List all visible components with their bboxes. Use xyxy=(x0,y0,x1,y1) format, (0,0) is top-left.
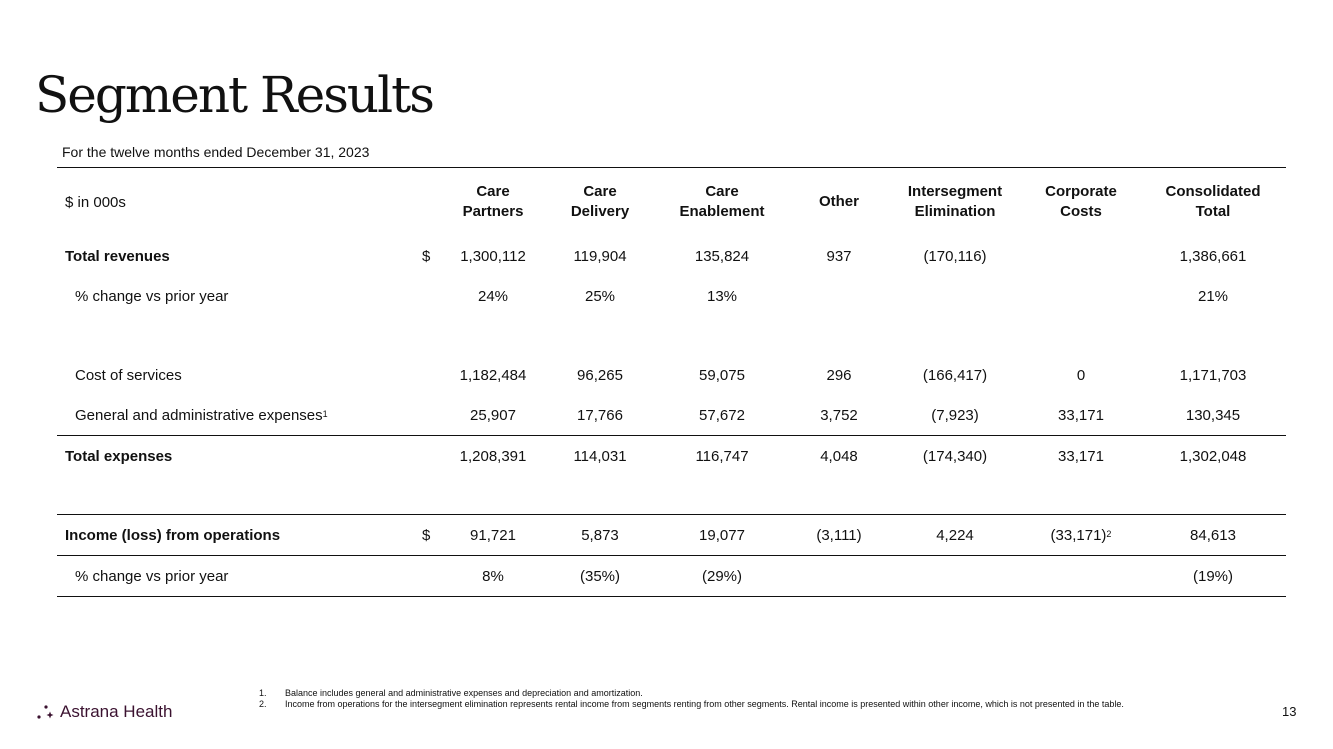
value-other xyxy=(784,556,894,596)
column-header-other: Other xyxy=(818,193,859,210)
row-label: Cost of services xyxy=(75,366,182,384)
value-corporate: 33,171 xyxy=(1058,406,1104,424)
value-other xyxy=(784,276,894,316)
value-care-enablement: 57,672 xyxy=(699,406,745,424)
table-row-ga-expenses xyxy=(57,395,1286,436)
column-header-care-delivery: Care Delivery xyxy=(570,183,630,220)
value-care-partners: 24% xyxy=(477,287,509,305)
table-header-row xyxy=(57,168,1286,236)
value-care-delivery: 25% xyxy=(584,287,616,305)
row-label: Total revenues xyxy=(65,247,170,265)
value-other: 937 xyxy=(826,247,852,265)
value-care-delivery: 114,031 xyxy=(573,447,627,465)
value-other: 4,048 xyxy=(820,447,858,465)
unit-label: $ in 000s xyxy=(65,193,126,211)
table-row-income-change xyxy=(57,556,1286,597)
currency-symbol: $ xyxy=(422,247,431,265)
astrana-health-logo xyxy=(36,702,172,722)
value-care-delivery: 17,766 xyxy=(577,406,623,424)
segment-results-table xyxy=(57,167,1286,597)
value-intersegment: (170,116) xyxy=(923,247,987,265)
table-row-cost-of-services xyxy=(57,355,1286,395)
page-number: 13 xyxy=(1282,704,1297,719)
astrana-spark-icon xyxy=(36,703,56,721)
value-corporate xyxy=(1026,556,1136,596)
row-label: Income (loss) from operations xyxy=(65,526,281,544)
table-row-total-revenues xyxy=(57,236,1286,276)
value-consolidated: (19%) xyxy=(1192,567,1233,585)
value-corporate xyxy=(1026,236,1136,276)
value-care-partners: 1,300,112 xyxy=(460,247,526,265)
value-other: 3,752 xyxy=(820,406,858,424)
value-consolidated: 21% xyxy=(1197,287,1229,305)
value-intersegment xyxy=(900,556,1010,596)
value-consolidated: 1,171,703 xyxy=(1179,366,1247,384)
value-care-delivery: 5,873 xyxy=(581,526,619,544)
column-header-consolidated-total: Consolidated Total xyxy=(1165,183,1261,220)
value-care-enablement: 19,077 xyxy=(699,526,745,544)
footnote-1: 1. Balance includes general and administrative expenses and depreciation and amortization. xyxy=(259,688,643,698)
table-period-subtitle: For the twelve months ended December 31, 2023 xyxy=(62,144,370,160)
page-title: Segment Results xyxy=(35,66,433,124)
value-intersegment: (166,417) xyxy=(922,366,988,384)
table-row-revenue-change xyxy=(57,276,1286,316)
value-care-partners: 91,721 xyxy=(470,526,516,544)
value-care-enablement: (29%) xyxy=(701,567,742,585)
value-consolidated: 1,302,048 xyxy=(1179,447,1247,465)
value-care-enablement: 59,075 xyxy=(699,366,745,384)
logo-text: Astrana Health xyxy=(60,702,173,721)
row-label: General and administrative expenses $^1$ xyxy=(75,406,328,424)
value-intersegment xyxy=(900,276,1010,316)
value-care-enablement: 135,824 xyxy=(694,247,750,265)
column-header-care-partners: Care Partners xyxy=(462,183,524,220)
value-corporate: (33,171) $^2$ xyxy=(1050,526,1112,544)
value-corporate: 0 xyxy=(1076,366,1086,384)
value-care-partners: 1,182,484 xyxy=(459,366,527,384)
column-header-intersegment-elimination: Intersegment Elimination xyxy=(907,183,1003,220)
row-label: % change vs prior year xyxy=(75,567,229,585)
column-header-care-enablement: Care Enablement xyxy=(679,183,765,220)
value-care-delivery: (35%) xyxy=(579,567,620,585)
table-spacer xyxy=(57,316,1286,355)
table-spacer xyxy=(57,476,1286,515)
value-care-delivery: 96,265 xyxy=(577,366,623,384)
value-care-partners: 1,208,391 xyxy=(459,447,527,465)
column-header-corporate-costs: Corporate Costs xyxy=(1045,183,1117,220)
footnote-2: 2. Income from operations for the intersegment elimination represents rental income from segments renting from other segments. Rental income is presented within other income, which is not presented in the table. xyxy=(259,699,1124,709)
value-intersegment: 4,224 xyxy=(936,526,974,544)
value-intersegment: (174,340) xyxy=(922,447,988,465)
value-other: 296 xyxy=(826,366,852,384)
value-consolidated: 84,613 xyxy=(1190,526,1236,544)
table-row-income-from-operations xyxy=(57,515,1286,556)
value-consolidated: 1,386,661 xyxy=(1179,247,1247,265)
value-care-partners: 25,907 xyxy=(470,406,516,424)
value-corporate: 33,171 xyxy=(1058,447,1104,465)
value-other: (3,111) xyxy=(816,526,862,544)
value-care-delivery: 119,904 xyxy=(573,247,627,265)
value-intersegment: (7,923) xyxy=(931,406,979,424)
row-label: Total expenses xyxy=(65,447,173,465)
value-care-partners: 8% xyxy=(482,567,504,585)
table-row-total-expenses xyxy=(57,436,1286,476)
currency-symbol: $ xyxy=(422,526,431,544)
value-care-enablement: 116,747 xyxy=(695,447,749,465)
row-label: % change vs prior year xyxy=(75,287,229,305)
value-consolidated: 130,345 xyxy=(1185,406,1241,424)
value-corporate xyxy=(1026,276,1136,316)
value-care-enablement: 13% xyxy=(706,287,738,305)
footnotes xyxy=(259,688,1189,710)
